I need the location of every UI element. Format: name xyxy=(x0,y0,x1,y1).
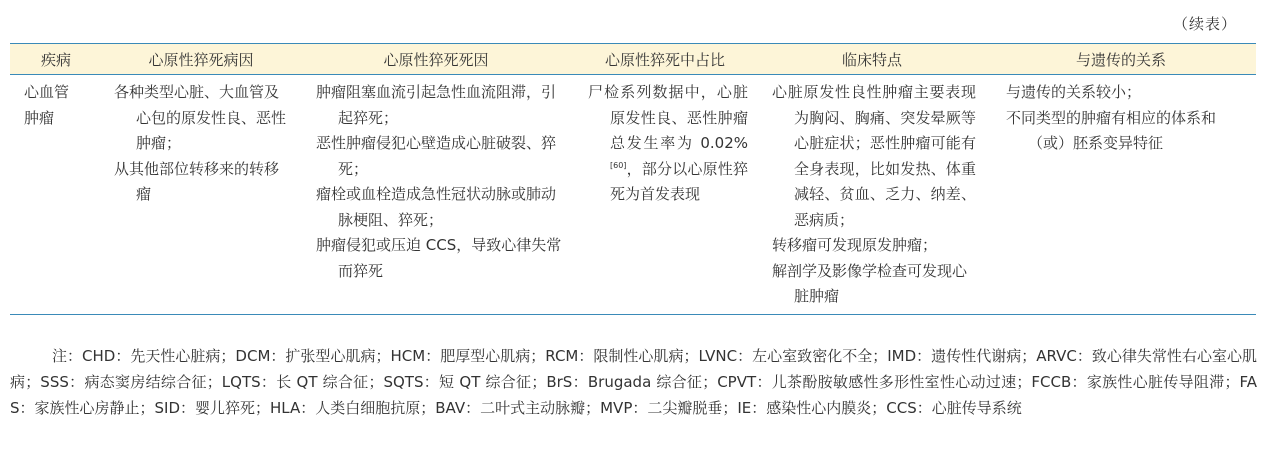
death-cause-item: 瘤栓或血栓造成急性冠状动脉或肺动脉梗阻、猝死； xyxy=(316,185,557,229)
proportion-main: 尸检系列数据中，心脏原发性良、恶性肿瘤总发生率为 0.02% xyxy=(588,83,748,152)
cell-causes xyxy=(102,75,300,315)
cell-death-causes xyxy=(300,75,572,315)
header-causes: 心原性猝死病因 xyxy=(102,44,300,75)
clinical-item: 心脏原发性良性肿瘤主要表现为胸闷、胸痛、突发晕厥等心脏症状；恶性肿瘤可能有全身表现，比如发热、体重减轻、贫血、乏力、纳差、恶病质； xyxy=(772,83,976,229)
table-footnote: 注：CHD：先天性心脏病；DCM：扩张型心肌病；HCM：肥厚型心肌病；RCM：限制性心肌病；LVNC：左心室致密化不全；IMD：遗传性代谢病；ARVC：致心律失常性右心室心肌病；SSS：病态窦房结综合征；LQTS：长 QT 综合征；SQTS：短 QT 综合征；BrS：Brugada 综合征；CPVT：儿茶酚胺敏感性多形性室性心动过速；FCCB：家族性心脏传导阻滞；FAS：家族性心房静止；SID：婴儿猝死；HLA：人类白细胞抗原；BAV：二叶式主动脉瓣；MVP：二尖瓣脱垂；IE：感染性心内膜炎；CCS：心脏传导系统 xyxy=(10,347,1257,417)
death-cause-item: 肿瘤侵犯或压迫 CCS，导致心律失常而猝死 xyxy=(316,236,562,280)
genetics-item: 不同类型的肿瘤有相应的体系和（或）胚系变异特征 xyxy=(1006,108,1217,152)
death-cause-item: 恶性肿瘤侵犯心壁造成心脏破裂、猝死； xyxy=(316,134,557,178)
cell-genetics xyxy=(986,75,1256,315)
cause-item: 各种类型心脏、大血管及心包的原发性良、恶性肿瘤； xyxy=(114,83,287,152)
continued-label: （续表） xyxy=(1172,15,1237,33)
cell-proportion xyxy=(572,75,758,315)
data-table xyxy=(10,43,1256,315)
cell-disease xyxy=(10,75,102,315)
clinical-item: 解剖学及影像学检查可发现心脏肿瘤 xyxy=(772,261,968,305)
header-death-causes: 心原性猝死死因 xyxy=(300,44,572,75)
table-row xyxy=(10,75,1256,315)
clinical-item: 转移瘤可发现原发肿瘤； xyxy=(772,236,938,254)
cell-clinical xyxy=(758,75,986,315)
header-clinical: 临床特点 xyxy=(758,44,986,75)
genetics-item: 与遗传的关系较小； xyxy=(1006,83,1142,101)
header-disease: 疾病 xyxy=(10,44,102,75)
header-proportion: 心原性猝死中占比 xyxy=(572,44,758,75)
disease-name: 心血管肿瘤 xyxy=(24,83,70,127)
header-genetics: 与遗传的关系 xyxy=(986,44,1256,75)
cause-item: 从其他部位转移来的转移瘤 xyxy=(114,159,280,203)
death-cause-item: 肿瘤阻塞血流引起急性血流阻滞，引起猝死； xyxy=(316,83,557,127)
proportion-tail: ，部分以心原性猝死为首发表现 xyxy=(610,159,748,203)
table-header-row xyxy=(10,44,1256,75)
citation-ref: [60] xyxy=(610,160,627,170)
proportion-text xyxy=(588,80,748,208)
